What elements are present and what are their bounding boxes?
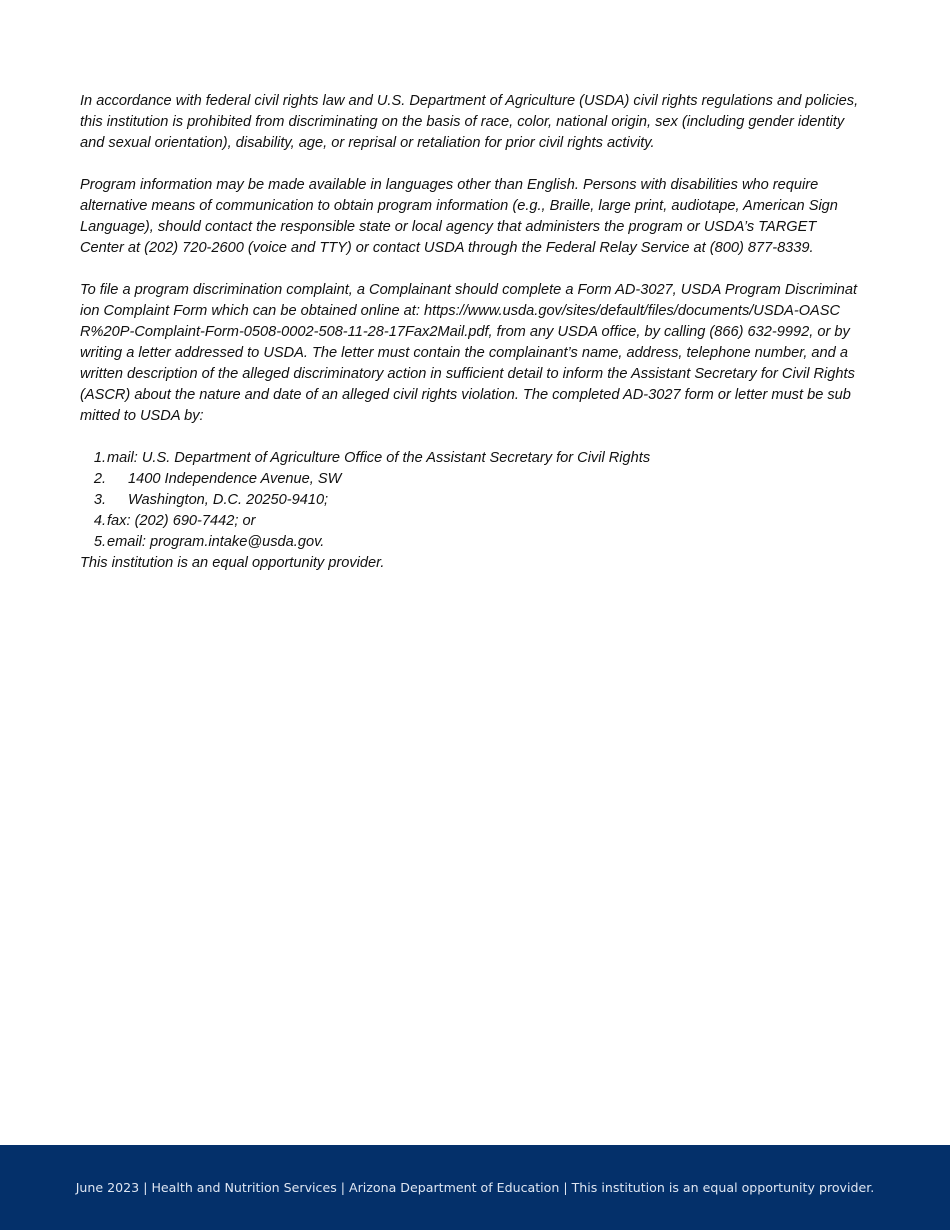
list-item (80, 532, 860, 553)
list-item-number: 1 . (80, 448, 106, 469)
equal-opportunity-statement: This institution is an equal opportunity provider. (80, 555, 385, 571)
list-item (80, 490, 860, 511)
list-item (80, 469, 860, 490)
list-item-text: email: program.intake@usda.gov. (107, 534, 325, 550)
nondiscrimination-statement (80, 91, 860, 595)
list-item-text: 1400 Independence Avenue, SW (128, 471, 342, 487)
footer-text: June 2023 | Health and Nutrition Services | Arizona Department of Education | This institution is an equal opportunity provider. (75, 1180, 875, 1195)
complaint-filing-paragraph: To file a program discrimination complaint, a Complainant should complete a Form AD-3027, USDA Program Discrimination Complaint Form which can be obtained online at: https://www.usda.gov/sites/default/files/documents/USDA-OASCR%20P-Complaint-Form-0508-0002-508-11-28-17Fax2Mail.pdf, from any USDA office, by calling (866) 632-9992, or by writing a letter addressed to USDA. The letter must contain the complainant’s name, address, telephone number, and a written description of the alleged discriminatory action in sufficient detail to inform the Assistant Secretary for Civil Rights (ASCR) about the nature and date of an alleged civil rights violation. The completed AD-3027 form or letter must be submitted to USDA by: (80, 282, 858, 424)
list-item (80, 511, 860, 532)
page-footer (0, 1145, 950, 1230)
list-item-number: 2 . (80, 469, 106, 490)
list-item-text: mail: U.S. Department of Agriculture Office of the Assistant Secretary for Civil Rights (107, 450, 651, 466)
civil-rights-paragraph: In accordance with federal civil rights law and U.S. Department of Agriculture (USDA) civil rights regulations and policies, this institution is prohibited from discriminating on the basis of race, color, national origin, sex (including gender identity and sexual orientation), disability, age, or reprisal or retaliation for prior civil rights activity. (80, 93, 859, 151)
list-item-number: 4 . (80, 511, 106, 532)
list-item-number: 5 . (80, 532, 106, 553)
list-item-text: fax: (202) 690-7442; or (107, 513, 256, 529)
list-item-number: 3 . (80, 490, 106, 511)
list-item (80, 448, 860, 469)
submission-methods-list (80, 448, 860, 553)
language-access-paragraph: Program information may be made available in languages other than English. Persons with disabilities who require alternative means of communication to obtain program information (e.g., Braille, large print, audiotape, American Sign Language), should contact the responsible state or local agency that administers the program or USDA’s TARGET Center at (202) 720-2600 (voice and TTY) or contact USDA through the Federal Relay Service at (800) 877-8339. (80, 177, 838, 256)
list-item-text: Washington, D.C. 20250-9410; (128, 492, 329, 508)
